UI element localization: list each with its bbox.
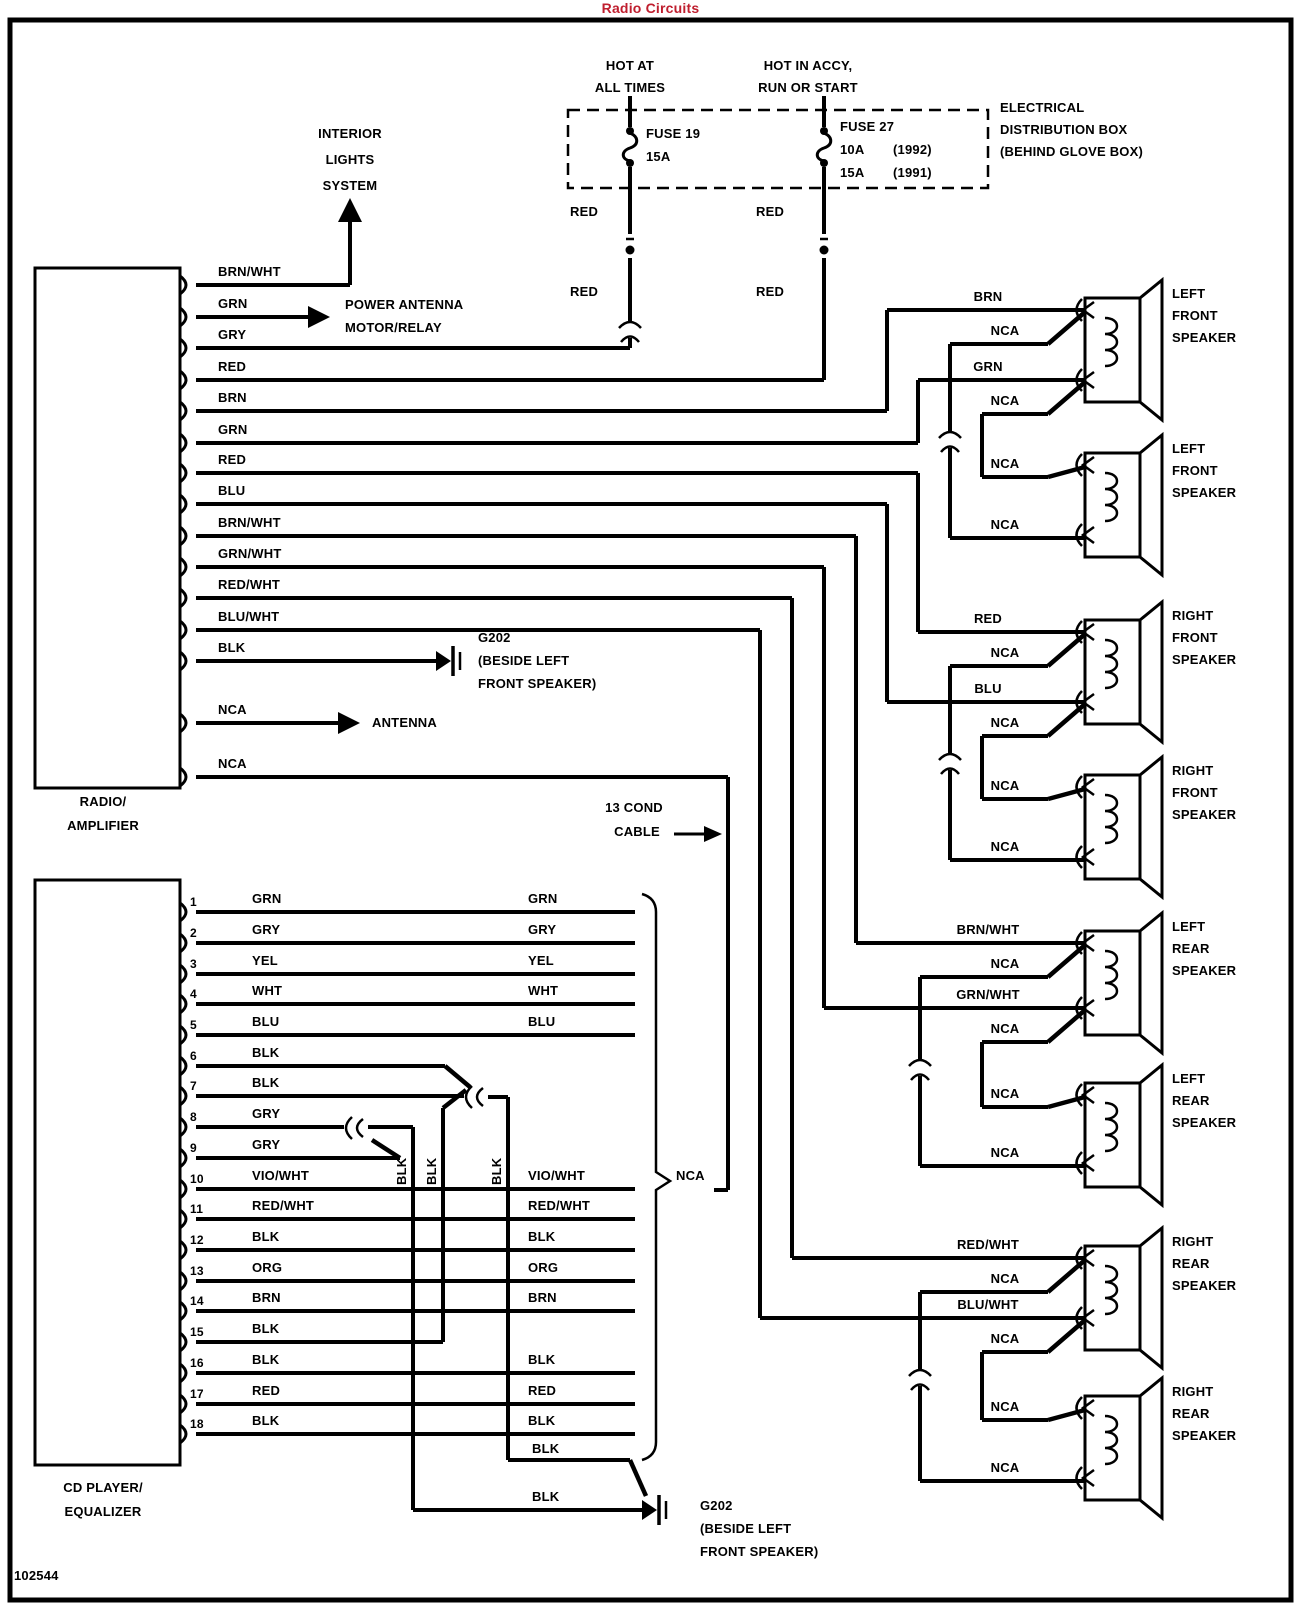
label-cd-pins-3-c: WHT xyxy=(252,983,283,998)
label-speakers-pairs-1-l1: RIGHT xyxy=(1172,763,1214,778)
label-speakers-nca: NCA xyxy=(990,517,1020,532)
label-cd-pins-9-n: 10 xyxy=(190,1172,204,1186)
label-cd-splice_blk: BLK xyxy=(424,1157,439,1185)
label-dest-pa_2: MOTOR/RELAY xyxy=(345,320,442,335)
label-cd-pins-3-n: 4 xyxy=(190,987,197,1001)
label-speakers-nca: NCA xyxy=(990,715,1020,730)
label-cd-pins-5-c: BLK xyxy=(252,1045,280,1060)
label-dest-cable_2: CABLE xyxy=(614,824,660,839)
label-cd-pins-3-r: WHT xyxy=(528,983,559,998)
label-cd-pins-10-n: 11 xyxy=(190,1202,204,1216)
label-speakers-pairs-3-l3: SPEAKER xyxy=(1172,1278,1237,1293)
label-speakers-pairs-0-l3: SPEAKER xyxy=(1172,330,1237,345)
label-dest-g202_loc1: (BESIDE LEFT xyxy=(478,653,570,668)
label-cd-pins-14-n: 15 xyxy=(190,1325,204,1339)
label-speakers-pairs-3-f1: RED/WHT xyxy=(956,1237,1020,1252)
label-speakers-pairs-3-l2: REAR xyxy=(1172,1406,1210,1421)
label-power-fuse27_a1: 10A xyxy=(840,142,865,157)
label-speakers-pairs-1-f1: RED xyxy=(973,611,1003,626)
label-cd-pins-11-n: 12 xyxy=(190,1233,204,1247)
label-dest-g202_loc2: FRONT SPEAKER) xyxy=(478,676,597,691)
label-cd-pins-0-r: GRN xyxy=(528,891,558,906)
label-speakers-pairs-0-f2: GRN xyxy=(973,359,1003,374)
label-cd-pins-9-r: VIO/WHT xyxy=(528,1168,586,1183)
label-radio-pins-6: RED xyxy=(218,452,247,467)
label-speakers-pairs-3-l3: SPEAKER xyxy=(1172,1428,1237,1443)
label-speakers-nca: NCA xyxy=(990,645,1020,660)
label-speakers-pairs-0-l2: FRONT xyxy=(1172,463,1218,478)
label-speakers-pairs-0-l3: SPEAKER xyxy=(1172,485,1237,500)
label-speakers-pairs-2-l2: REAR xyxy=(1172,1093,1210,1108)
label-cd-pins-0-n: 1 xyxy=(190,895,197,909)
label-cd-pins-0-c: GRN xyxy=(252,891,282,906)
label-power-red: RED xyxy=(756,284,785,299)
label-cd-pins-1-r: GRY xyxy=(528,922,557,937)
label-radio-pins-8: BRN/WHT xyxy=(218,515,281,530)
label-cd-pins-1-n: 2 xyxy=(190,926,197,940)
label-radio-pins-7: BLU xyxy=(218,483,246,498)
label-dest-interior_1: INTERIOR xyxy=(318,126,382,141)
label-cd-pins-12-n: 13 xyxy=(190,1264,204,1278)
label-cd-pins-15-n: 16 xyxy=(190,1356,204,1370)
label-cd-pins-11-c: BLK xyxy=(252,1229,280,1244)
label-cd-pins-9-c: VIO/WHT xyxy=(252,1168,310,1183)
label-cd-pins-17-r: BLK xyxy=(528,1413,556,1428)
label-cd-pins-7-n: 8 xyxy=(190,1110,197,1124)
label-speakers-nca: NCA xyxy=(990,1399,1020,1414)
label-cd-pins-5-n: 6 xyxy=(190,1049,197,1063)
label-cd-pins-13-c: BRN xyxy=(252,1290,281,1305)
label-cd-pins-15-c: BLK xyxy=(252,1352,280,1367)
label-cd-pins-2-r: YEL xyxy=(528,953,554,968)
label-dest-g202_loc2: FRONT SPEAKER) xyxy=(700,1544,819,1559)
label-radio-pins-10: RED/WHT xyxy=(218,577,281,592)
label-radio-pins-1: GRN xyxy=(218,296,248,311)
label-dest-g202: G202 xyxy=(700,1498,733,1513)
label-power-red: RED xyxy=(570,204,599,219)
label-radio-pins-3: RED xyxy=(218,359,247,374)
label-power-red: RED xyxy=(756,204,785,219)
label-speakers-nca: NCA xyxy=(990,456,1020,471)
label-cd-pins-16-c: RED xyxy=(252,1383,281,1398)
label-power-box_1: ELECTRICAL xyxy=(1000,100,1085,115)
label-power-fuse27_a2: 15A xyxy=(840,165,865,180)
label-speakers-pairs-1-l2: FRONT xyxy=(1172,630,1218,645)
label-cd-gnd_blk_2: BLK xyxy=(532,1489,560,1504)
label-cd-pins-1-c: GRY xyxy=(252,922,281,937)
label-power-fuse27_y1: (1992) xyxy=(893,142,932,157)
label-dest-cable_1: 13 COND xyxy=(605,800,663,815)
label-speakers-pairs-1-l3: SPEAKER xyxy=(1172,652,1237,667)
label-power-fuse27_name: FUSE 27 xyxy=(840,119,895,134)
label-speakers-pairs-2-l2: REAR xyxy=(1172,941,1210,956)
label-speakers-pairs-2-f2: GRN/WHT xyxy=(956,987,1020,1002)
label-cd-name_2: EQUALIZER xyxy=(64,1504,142,1519)
label-speakers-nca: NCA xyxy=(990,393,1020,408)
label-dest-g202_loc1: (BESIDE LEFT xyxy=(700,1521,792,1536)
label-cd-pins-16-n: 17 xyxy=(190,1387,204,1401)
label-speakers-nca: NCA xyxy=(990,1021,1020,1036)
label-cd-name_1: CD PLAYER/ xyxy=(63,1480,143,1495)
label-dest-nca: NCA xyxy=(676,1168,705,1183)
label-cd-splice_blk: BLK xyxy=(489,1157,504,1185)
label-speakers-pairs-0-l1: LEFT xyxy=(1172,441,1206,456)
label-speakers-pairs-2-l1: LEFT xyxy=(1172,919,1206,934)
label-speakers-pairs-3-l2: REAR xyxy=(1172,1256,1210,1271)
label-power-box_3: (BEHIND GLOVE BOX) xyxy=(1000,144,1143,159)
label-power-hot_at_2: ALL TIMES xyxy=(594,80,666,95)
label-cd-pins-13-r: BRN xyxy=(528,1290,557,1305)
label-speakers-pairs-0-l2: FRONT xyxy=(1172,308,1218,323)
label-speakers-nca: NCA xyxy=(990,1086,1020,1101)
label-cd-gnd_blk_1: BLK xyxy=(532,1441,560,1456)
label-speakers-nca: NCA xyxy=(990,956,1020,971)
label-speakers-pairs-1-l3: SPEAKER xyxy=(1172,807,1237,822)
label-speakers-nca: NCA xyxy=(990,323,1020,338)
label-radio-pins-9: GRN/WHT xyxy=(218,546,282,561)
label-speakers-pairs-2-f1: BRN/WHT xyxy=(956,922,1020,937)
label-speakers-pairs-3-l1: RIGHT xyxy=(1172,1384,1214,1399)
label-radio-pins-5: GRN xyxy=(218,422,248,437)
label-cd-pins-2-c: YEL xyxy=(252,953,278,968)
label-dest-interior_3: SYSTEM xyxy=(322,178,378,193)
label-radio-pins-14: NCA xyxy=(218,756,247,771)
label-speakers-nca: NCA xyxy=(990,1145,1020,1160)
label-speakers-pairs-2-l1: LEFT xyxy=(1172,1071,1206,1086)
label-cd-pins-10-c: RED/WHT xyxy=(252,1198,315,1213)
label-speakers-pairs-0-l1: LEFT xyxy=(1172,286,1206,301)
label-cd-pins-17-c: BLK xyxy=(252,1413,280,1428)
label-dest-pa_1: POWER ANTENNA xyxy=(345,297,464,312)
label-cd-pins-4-r: BLU xyxy=(528,1014,556,1029)
label-cd-pins-14-c: BLK xyxy=(252,1321,280,1336)
label-speakers-pairs-3-l1: RIGHT xyxy=(1172,1234,1214,1249)
label-speakers-pairs-3-f2: BLU/WHT xyxy=(957,1297,1019,1312)
label-speakers-pairs-1-f2: BLU xyxy=(974,681,1002,696)
label-cd-pins-6-c: BLK xyxy=(252,1075,280,1090)
label-speakers-pairs-1-l2: FRONT xyxy=(1172,785,1218,800)
label-radio-pins-2: GRY xyxy=(218,327,247,342)
label-radio-pins-13: NCA xyxy=(218,702,247,717)
label-power-hot_at_1: HOT AT xyxy=(605,58,655,73)
label-speakers-pairs-2-l3: SPEAKER xyxy=(1172,1115,1237,1130)
label-cd-pins-2-n: 3 xyxy=(190,957,197,971)
label-speakers-nca: NCA xyxy=(990,839,1020,854)
label-speakers-nca: NCA xyxy=(990,778,1020,793)
label-radio-pins-0: BRN/WHT xyxy=(218,264,281,279)
label-radio-name_2: AMPLIFIER xyxy=(67,818,139,833)
label-cd-pins-17-n: 18 xyxy=(190,1417,204,1431)
label-radio-pins-12: BLK xyxy=(218,640,246,655)
label-power-hot_accy_1: HOT IN ACCY, xyxy=(763,58,853,73)
label-power-red: RED xyxy=(570,284,599,299)
label-power-fuse19_amps: 15A xyxy=(646,149,671,164)
label-speakers-pairs-0-f1: BRN xyxy=(973,289,1003,304)
label-speakers-pairs-2-l3: SPEAKER xyxy=(1172,963,1237,978)
label-dest-g202: G202 xyxy=(478,630,511,645)
page-title: Radio Circuits xyxy=(601,0,700,16)
label-power-hot_accy_2: RUN OR START xyxy=(758,80,858,95)
label-cd-pins-4-c: BLU xyxy=(252,1014,280,1029)
label-radio-pins-11: BLU/WHT xyxy=(218,609,280,624)
label-power-fuse19_name: FUSE 19 xyxy=(646,126,701,141)
label-speakers-pairs-1-l1: RIGHT xyxy=(1172,608,1214,623)
label-cd-pins-4-n: 5 xyxy=(190,1018,197,1032)
label-power-box_2: DISTRIBUTION BOX xyxy=(1000,122,1128,137)
label-cd-pins-16-r: RED xyxy=(528,1383,557,1398)
label-cd-pins-12-c: ORG xyxy=(252,1260,283,1275)
label-speakers-nca: NCA xyxy=(990,1331,1020,1346)
label-dest-antenna: ANTENNA xyxy=(372,715,437,730)
label-cd-pins-8-c: GRY xyxy=(252,1137,281,1152)
label-cd-splice_blk: BLK xyxy=(394,1157,409,1185)
label-power-fuse27_y2: (1991) xyxy=(893,165,932,180)
label-cd-pins-13-n: 14 xyxy=(190,1294,204,1308)
label-radio-name_1: RADIO/ xyxy=(79,794,127,809)
label-cd-pins-6-n: 7 xyxy=(190,1079,197,1093)
label-radio-pins-4: BRN xyxy=(218,390,247,405)
label-cd-pins-8-n: 9 xyxy=(190,1141,197,1155)
label-speakers-nca: NCA xyxy=(990,1271,1020,1286)
label-cd-pins-11-r: BLK xyxy=(528,1229,556,1244)
label-doc_number: 102544 xyxy=(14,1568,59,1583)
label-cd-pins-12-r: ORG xyxy=(528,1260,559,1275)
label-speakers-nca: NCA xyxy=(990,1460,1020,1475)
label-dest-interior_2: LIGHTS xyxy=(325,152,375,167)
label-cd-pins-10-r: RED/WHT xyxy=(528,1198,591,1213)
label-cd-pins-15-r: BLK xyxy=(528,1352,556,1367)
label-cd-pins-7-c: GRY xyxy=(252,1106,281,1121)
